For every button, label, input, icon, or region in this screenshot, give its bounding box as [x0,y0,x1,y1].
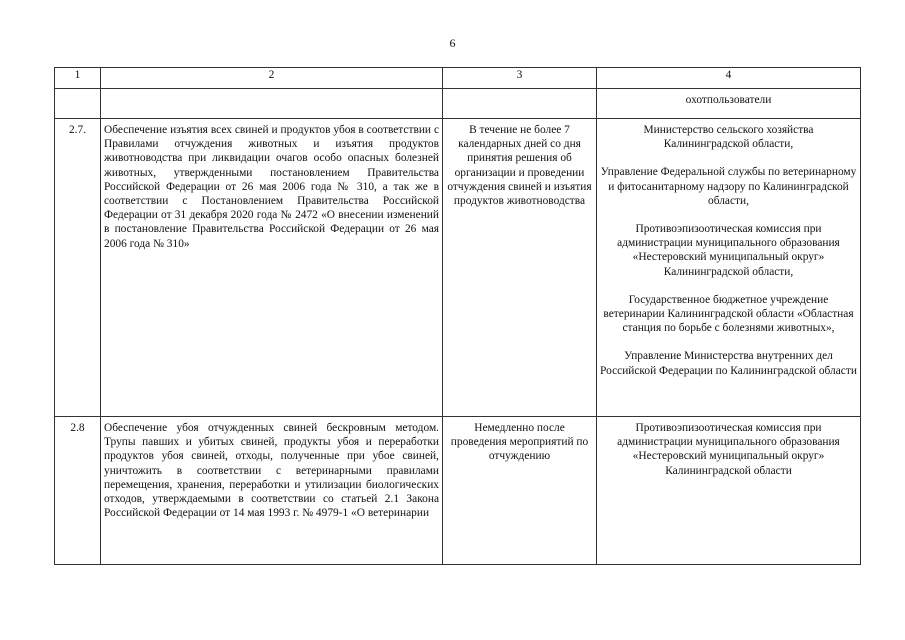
continuation-term [443,89,597,119]
term-cell: В течение не более 7 календарных дней со дня принятия решения об организации и проведении отчуждения свиней и изъятия продуктов животноводства [443,119,597,417]
measures-table [54,67,861,565]
responsible-cell [597,417,861,565]
responsible-party: Министерство сельского хозяйства Калининградской области, [643,124,814,151]
action-cell: Обеспечение убоя отчужденных свиней бескровным методом. Трупы павших и убитых свиней, продукты убоя и переработки продуктов убоя свиней, отходы, полученные при убое свиней, уничтожить в соответствии с ветеринарными правилами перемещения, хранения, переработки и утилизации биологических отходов, утверждаемыми в соответствии со статьей 2.1 Закона Российской Федерации от 14 мая 1993 г. № 4979-1 «О ветеринарии [101,417,443,565]
responsible-party: Противоэпизоотическая комиссия при администрации муниципального образования «Нестеровский муниципальный округ» Калининградской области [617,422,840,477]
responsible-party: Управление Федеральной службы по ветеринарному и фитосанитарному надзору по Калининградской области, [600,166,857,207]
continuation-responsible: охотпользователи [597,89,861,119]
row-number: 2.8 [70,422,85,434]
row-number-cell [55,119,101,417]
table-row [55,417,861,565]
row-number: 2.7. [68,124,87,136]
responsible-cell [597,119,861,417]
column-header-2: 2 [101,68,443,89]
responsible-party: Государственное бюджетное учреждение ветеринарии Калининградской области «Областная станция по борьбе с болезнями животных», [603,293,854,335]
continuation-row [55,89,861,119]
action-cell: Обеспечение изъятия всех свиней и продуктов убоя в соответствии с Правилами отчуждения животных и изъятия продуктов животноводства при ликвидации очагов особо опасных болезней животных, утвержденными постановлением Правительства Российской Федерации от 26 мая 2006 года № 310, а так же в соответствии с Постановлением Правительства Российской Федерации от 31 декабря 2020 года № 2472 «О внесении изменений в постановление Правительства Российской Федерации от 26 мая 2006 года № 310» [101,119,443,417]
column-header-3: 3 [443,68,597,89]
responsible-party: Противоэпизоотическая комиссия при администрации муниципального образования «Нестеровский муниципальный округ» Калининградской области, [617,223,840,278]
table-header-row [55,68,861,89]
column-header-4: 4 [597,68,861,89]
row-number-cell [55,417,101,565]
column-header-1: 1 [55,68,101,89]
page-number: 6 [449,36,456,50]
continuation-action [101,89,443,119]
continuation-num [55,89,101,119]
responsible-party: Управление Министерства внутренних дел Российской Федерации по Калининградской области [600,350,857,377]
term-cell: Немедленно после проведения мероприятий по отчуждению [443,417,597,565]
table-row [55,119,861,417]
